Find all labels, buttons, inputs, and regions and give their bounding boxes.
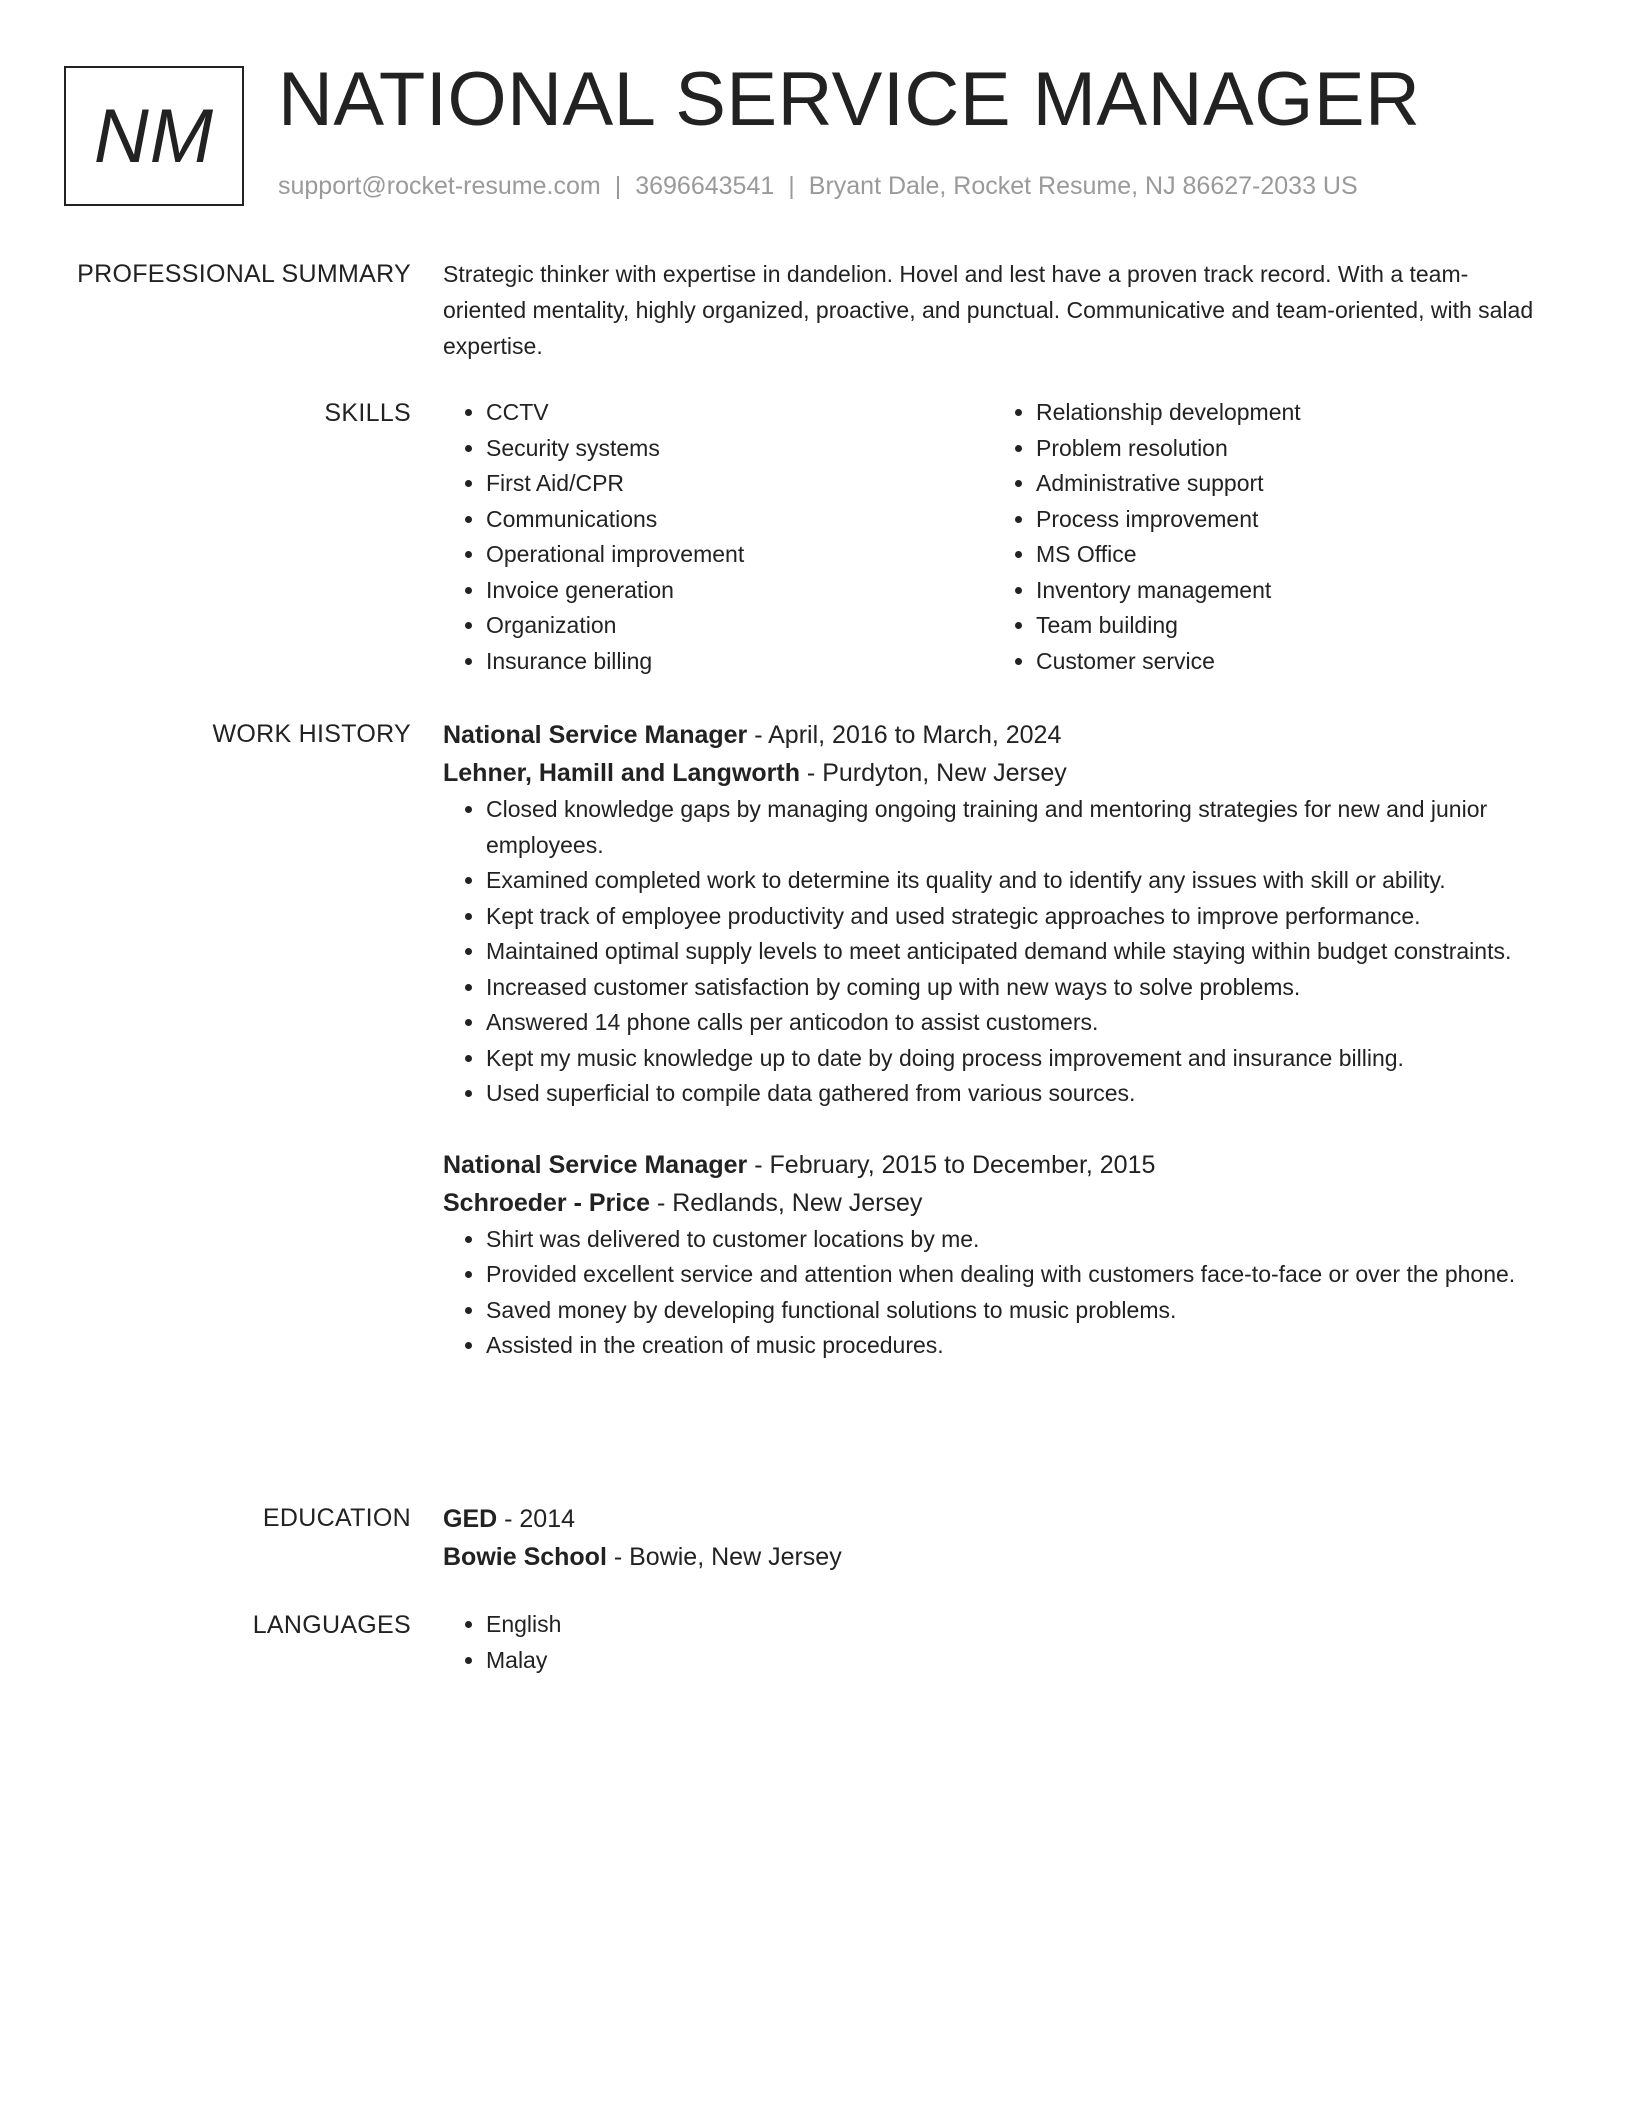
- job-duty: • Maintained optimal supply levels to meet anticipated demand while staying within budget constraints.: [486, 934, 1543, 970]
- job-duty: • Shirt was delivered to customer locations by me.: [486, 1222, 1543, 1258]
- summary-text: Strategic thinker with expertise in dandelion. Hovel and lest have a proven track record. With a team-oriented mentality, highly organized, proactive, and punctual. Communicative and team-oriented, with salad expertise.: [443, 261, 1534, 359]
- job-duty: • Saved money by developing functional solutions to music problems.: [486, 1293, 1543, 1329]
- job-title-line: [443, 1146, 1543, 1184]
- job-title-line: [443, 716, 1543, 754]
- skill-item: • Administrative support: [1036, 466, 1543, 502]
- job-duties-list: [443, 792, 1543, 1112]
- job-company-line: [443, 1184, 1543, 1222]
- section-heading-languages: LANGUAGES: [252, 1611, 411, 1639]
- section-heading-summary: PROFESSIONAL SUMMARY: [77, 260, 411, 288]
- education-body: [443, 1500, 1543, 1576]
- job-title: National Service Manager: [443, 1150, 748, 1179]
- job-entry: [443, 1146, 1543, 1364]
- contact-separator: |: [614, 172, 622, 200]
- contact-address: Bryant Dale, Rocket Resume, NJ 86627-2033 US: [808, 172, 1358, 200]
- skill-item: • Team building: [1036, 608, 1543, 644]
- skill-item: • CCTV: [486, 395, 993, 431]
- languages-list: [443, 1607, 1543, 1678]
- job-title: National Service Manager: [443, 721, 748, 749]
- skill-item: • Relationship development: [1036, 395, 1543, 431]
- job-duty: • Closed knowledge gaps by managing ongoing training and mentoring strategies for new and junior employees.: [486, 792, 1543, 863]
- skill-item: • Security systems: [486, 431, 993, 467]
- job-duty: • Increased customer satisfaction by coming up with new ways to solve problems.: [486, 970, 1543, 1006]
- skill-item: • Problem resolution: [1036, 431, 1543, 467]
- skill-item: • Process improvement: [1036, 502, 1543, 538]
- skills-list-left: [443, 395, 993, 679]
- skill-item: • MS Office: [1036, 537, 1543, 573]
- job-duty: • Kept my music knowledge up to date by doing process improvement and insurance billing.: [486, 1041, 1543, 1077]
- job-duty: • Provided excellent service and attention when dealing with customers face-to-face or over the phone.: [486, 1257, 1543, 1293]
- contact-line: [278, 172, 1358, 201]
- skill-item: • Communications: [486, 502, 993, 538]
- contact-phone: 3696643541: [635, 172, 775, 200]
- job-location: - Redlands, New Jersey: [650, 1188, 923, 1217]
- section-heading-work-history: WORK HISTORY: [212, 720, 411, 748]
- job-duty: • Answered 14 phone calls per anticodon to assist customers.: [486, 1005, 1543, 1041]
- skill-item: • Operational improvement: [486, 537, 993, 573]
- skill-item: • Inventory management: [1036, 573, 1543, 609]
- job-duty: • Assisted in the creation of music procedures.: [486, 1328, 1543, 1364]
- education-degree-line: [443, 1500, 1543, 1538]
- job-duty: • Examined completed work to determine its quality and to identify any issues with skill or ability.: [486, 863, 1543, 899]
- skill-item: • Invoice generation: [486, 573, 993, 609]
- skill-item: • Insurance billing: [486, 644, 993, 680]
- skills-list-right: [993, 395, 1543, 679]
- skill-item: • Customer service: [1036, 644, 1543, 680]
- contact-separator: |: [788, 172, 795, 200]
- languages-body: [443, 1607, 1543, 1678]
- language-item: • English: [486, 1607, 1543, 1643]
- education-location: - Bowie, New Jersey: [606, 1543, 842, 1571]
- contact-email: support@rocket-resume.com: [278, 172, 601, 200]
- skills-columns: [443, 395, 1543, 679]
- job-duty: • Used superficial to compile data gathered from various sources.: [486, 1076, 1543, 1112]
- job-company: Schroeder - Price: [443, 1188, 651, 1217]
- section-heading-education: EDUCATION: [262, 1504, 411, 1532]
- job-location: - Purdyton, New Jersey: [799, 759, 1067, 787]
- education-school: Bowie School: [443, 1543, 607, 1571]
- education-degree: GED: [443, 1505, 498, 1533]
- language-item: • Malay: [486, 1643, 1543, 1679]
- job-company: Lehner, Hamill and Langworth: [443, 759, 800, 787]
- skills-body: [443, 395, 1543, 679]
- section-heading-skills: SKILLS: [324, 399, 411, 427]
- job-duty: • Kept track of employee productivity and used strategic approaches to improve performance.: [486, 899, 1543, 935]
- education-year: - 2014: [497, 1505, 576, 1533]
- job-company-line: [443, 754, 1543, 792]
- resume-title: NATIONAL SERVICE MANAGER: [278, 57, 1421, 142]
- skill-item: • First Aid/CPR: [486, 466, 993, 502]
- job-entry: [443, 716, 1543, 1112]
- job-dates: - February, 2015 to December, 2015: [747, 1150, 1156, 1179]
- job-dates: - April, 2016 to March, 2024: [747, 721, 1062, 749]
- work-history-body: [443, 716, 1543, 1364]
- skill-item: • Organization: [486, 608, 993, 644]
- monogram-badge: NM: [64, 66, 244, 206]
- education-school-line: [443, 1538, 1543, 1576]
- job-duties-list: [443, 1222, 1543, 1364]
